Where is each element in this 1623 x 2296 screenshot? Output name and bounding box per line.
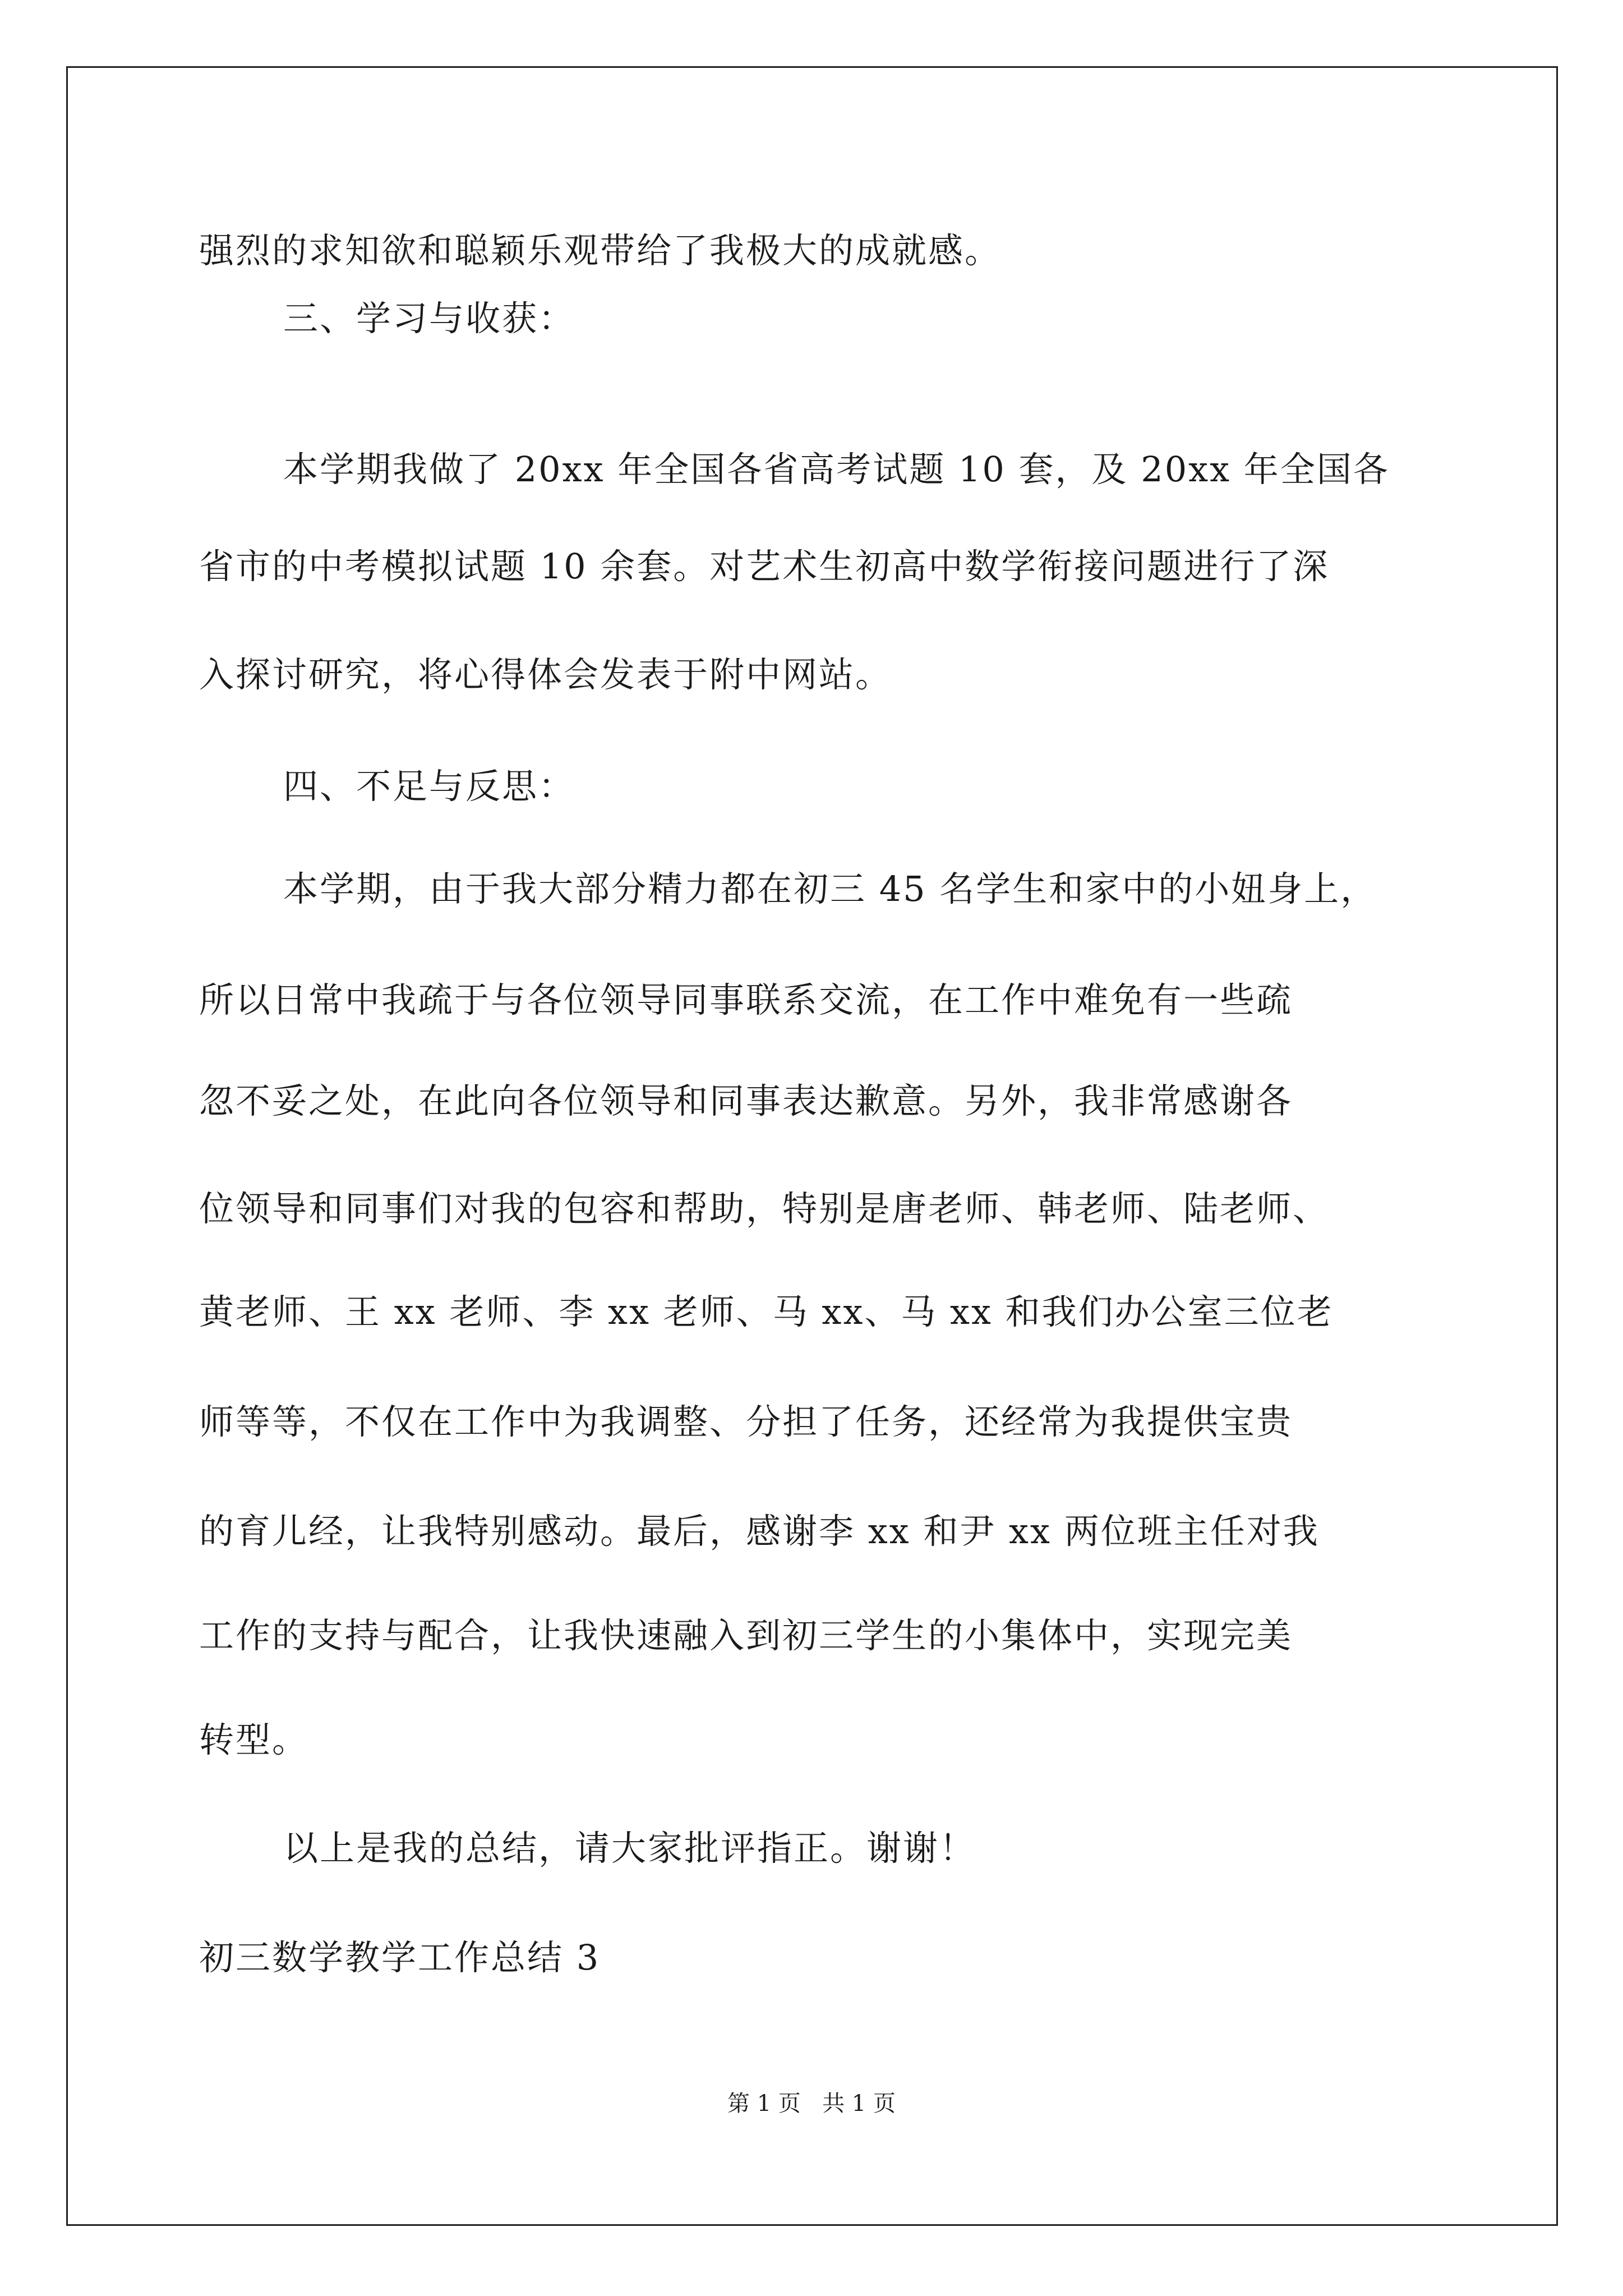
paragraph-line: 忽不妥之处，在此向各位领导和同事表达歉意。另外，我非常感谢各 xyxy=(199,1080,1293,1121)
paragraph-line: 以上是我的总结，请大家批评指正。谢谢！ xyxy=(283,1828,976,1869)
paragraph-line: 入探讨研究，将心得体会发表于附中网站。 xyxy=(199,654,892,695)
paragraph-line: 本学期我做了 20xx 年全国各省高考试题 10 套，及 20xx 年全国各 xyxy=(283,449,1390,490)
paragraph-line: 转型。 xyxy=(199,1719,309,1760)
paragraph-line: 黄老师、王 xx 老师、李 xx 老师、马 xx、马 xx 和我们办公室三位老 xyxy=(199,1291,1334,1332)
paragraph-line: 强烈的求知欲和聪颖乐观带给了我极大的成就感。 xyxy=(199,230,1002,271)
paragraph-line: 所以日常中我疏于与各位领导同事联系交流，在工作中难免有一些疏 xyxy=(199,979,1293,1020)
paragraph-line: 师等等，不仅在工作中为我调整、分担了任务，还经常为我提供宝贵 xyxy=(199,1401,1293,1442)
section-heading: 四、不足与反思： xyxy=(283,766,575,807)
section-heading: 三、学习与收获： xyxy=(283,298,575,339)
page-border xyxy=(66,66,1558,2226)
page-footer: 第 1 页 共 1 页 xyxy=(727,2091,896,2116)
paragraph-line: 位领导和同事们对我的包容和帮助，特别是唐老师、韩老师、陆老师、 xyxy=(199,1188,1330,1229)
paragraph-line: 工作的支持与配合，让我快速融入到初三学生的小集体中，实现完美 xyxy=(199,1615,1293,1656)
paragraph-line: 的育儿经，让我特别感动。最后，感谢李 xx 和尹 xx 两位班主任对我 xyxy=(199,1511,1320,1552)
paragraph-line: 本学期，由于我大部分精力都在初三 45 名学生和家中的小妞身上， xyxy=(283,868,1377,909)
paragraph-line: 省市的中考模拟试题 10 余套。对艺术生初高中数学衔接问题进行了深 xyxy=(199,546,1330,587)
section-title: 初三数学教学工作总结 3 xyxy=(199,1937,601,1978)
